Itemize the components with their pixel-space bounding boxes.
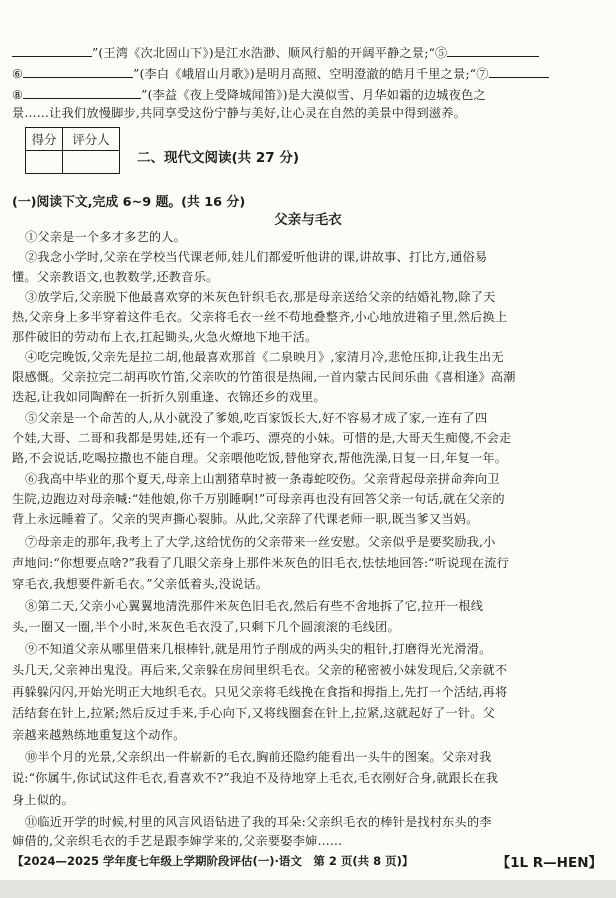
essay-line: 声地问:“你想要点啥?”我看了几眼父亲身上那件米灰色的旧毛衣,怯怯地回答:“听说现在流行 [12, 556, 510, 570]
page-footer: 【2024—2025 学年度七年级上学期阶段评估(一)·语文 第 2 页(共 8 页)】 [12, 854, 414, 868]
essay-line: ⑥我高中毕业的那个夏天,母亲上山割猪草时被一条毒蛇咬伤。父亲背起母亲拼命奔向卫 [25, 472, 500, 486]
essay-line: ⑩半个月的光景,父亲织出一件崭新的毛衣,胸前还隐约能看出一头牛的图案。父亲对我 [25, 750, 492, 764]
essay-line: ⑨不知道父亲从哪里借来几根棒针,就是用竹子削成的两头尖的粗针,打磨得光光滑滑。 [25, 642, 492, 656]
essay-line: ②我念小学时,父亲在学校当代课老师,娃儿们都爱听他讲的课,讲故事、打比方,通俗易 [25, 250, 488, 264]
score-label: 得分 [26, 128, 63, 151]
essay-line: 婶借的,父亲织毛衣的手艺是跟李婶学来的,父亲要娶李婶…… [12, 834, 343, 848]
essay-line: 限感慨。父亲拉完二胡再吹竹笛,父亲吹的竹笛很是热闹,一首内蒙古民间乐曲《喜相逢》高潮 [12, 370, 516, 384]
essay-line: 活结套在针上,拉紧;然后反过手来,手心向下,又将线圈套在针上,拉紧,这就起好了一针。父 [12, 706, 496, 720]
essay-line: 再躲躲闪闪,开始光明正大地织毛衣。只见父亲将毛线挽在食指和拇指上,先打一个活结,再将 [12, 685, 508, 699]
essay-line: ④吃完晚饭,父亲先是拉二胡,他最喜欢那首《二泉映月》,家清月冷,悲怆压抑,让我生出无 [25, 350, 504, 364]
essay-line: 穿毛衣,我想要件新毛衣。”父亲低着头,没说话。 [12, 577, 269, 591]
poem-line-2: ⑥ ”(李白《峨眉山月歌》)是明月高照、空明澄澈的皓月千里之景;“⑦ [12, 65, 604, 82]
essay-line: ①父亲是一个多才多艺的人。 [25, 230, 187, 244]
essay-line: ③放学后,父亲脱下他最喜欢穿的米灰色针织毛衣,那是母亲送给父亲的结婚礼物,除了天 [25, 290, 496, 304]
essay-line: 那件破旧的劳动布上衣,扛起锄头,火急火燎地下地干活。 [12, 330, 318, 344]
exam-code: 【1L R—HEN】 [496, 855, 602, 871]
answer-blank[interactable] [12, 44, 92, 57]
section-title: 二、现代文阅读(共 27 分) [137, 150, 300, 166]
poem-line-3: ⑧ ”(李益《夜上受降城闻笛》)是大漠似雪、月华如霜的边城夜色之 [12, 88, 486, 102]
answer-blank[interactable] [23, 86, 141, 99]
essay-title: 父亲与毛衣 [274, 212, 342, 228]
essay-line: ⑤父亲是一个命苦的人,从小就没了爹娘,吃百家饭长大,好不容易才成了家,一连有了四 [25, 411, 488, 425]
essay-line: 头几天,父亲神出鬼没。再后来,父亲躲在房间里织毛衣。父亲的秘密被小妹发现后,父亲就不 [12, 663, 508, 677]
answer-blank[interactable] [489, 65, 549, 78]
essay-line: ⑪临近开学的时候,村里的风言风语钻进了我的耳朵:父亲织毛衣的棒针是找村东头的李 [25, 815, 492, 829]
essay-line: 说:“你属牛,你试试这件毛衣,看喜欢不?”我迫不及待地穿上毛衣,毛衣刚好合身,就跟长在我 [12, 771, 499, 785]
score-cell[interactable] [26, 151, 63, 174]
essay-line: 迭起,让我如同陶醉在一折折久别重逢、衣锦还乡的戏里。 [12, 390, 326, 404]
poem-line-4: 景……让我们放慢脚步,共同享受这份宁静与美好,让心灵在自然的美景中得到滋养。 [12, 106, 467, 120]
essay-line: 路,不会说话,吃喝拉撒也不能自理。父亲喂他吃饭,替他穿衣,帮他洗澡,日复一日,年复一年。 [12, 451, 508, 465]
score-table [25, 127, 120, 174]
essay-line: 个娃,大哥、二哥和我都是男娃,还有一个乖巧、漂亮的小妹。可惜的是,大哥天生痴傻,不会走 [12, 431, 512, 445]
essay-line: 生院,边跑边对母亲喊:“娃他娘,你千万别睡啊!”可母亲再也没有回答父亲一句话,就在父亲的 [12, 492, 505, 506]
essay-line: 身上似的。 [12, 793, 74, 807]
answer-blank[interactable] [447, 44, 539, 57]
essay-line: ⑦母亲走的那年,我考上了大学,这给忧伤的父亲带来一丝安慰。父亲似乎是要奖励我,小 [25, 535, 496, 549]
page-edge [0, 880, 616, 898]
essay-line: 背上永远睡着了。父亲的哭声撕心裂肺。从此,父亲辞了代课老师一职,既当爹又当妈。 [12, 512, 479, 526]
essay-line: ⑧第二天,父亲小心翼翼地清洗那件米灰色旧毛衣,然后有些不舍地拆了它,拉开一根线 [25, 599, 484, 613]
essay-line: 头,一圈又一圈,半个小时,米灰色毛衣没了,只剩下几个圆滚滚的毛线团。 [12, 620, 400, 634]
answer-blank[interactable] [23, 65, 133, 78]
grader-label: 评分人 [63, 128, 120, 151]
essay-line: 懂。父亲教语文,也教数学,还教音乐。 [12, 270, 219, 284]
reading-instructions: (一)阅读下文,完成 6~9 题。(共 16 分) [12, 195, 246, 210]
essay-line: 亲越来越熟练地重复这个动作。 [12, 728, 186, 742]
grader-cell[interactable] [63, 151, 120, 174]
essay-line: 热,父亲身上多半穿着这件毛衣。父亲将毛衣一丝不苟地叠整齐,小心地放进箱子里,然后换上 [12, 310, 508, 324]
poem-line-1: ”(王湾《次北固山下》)是江水浩渺、顺风行船的开阔平静之景;“⑤ [12, 44, 604, 61]
